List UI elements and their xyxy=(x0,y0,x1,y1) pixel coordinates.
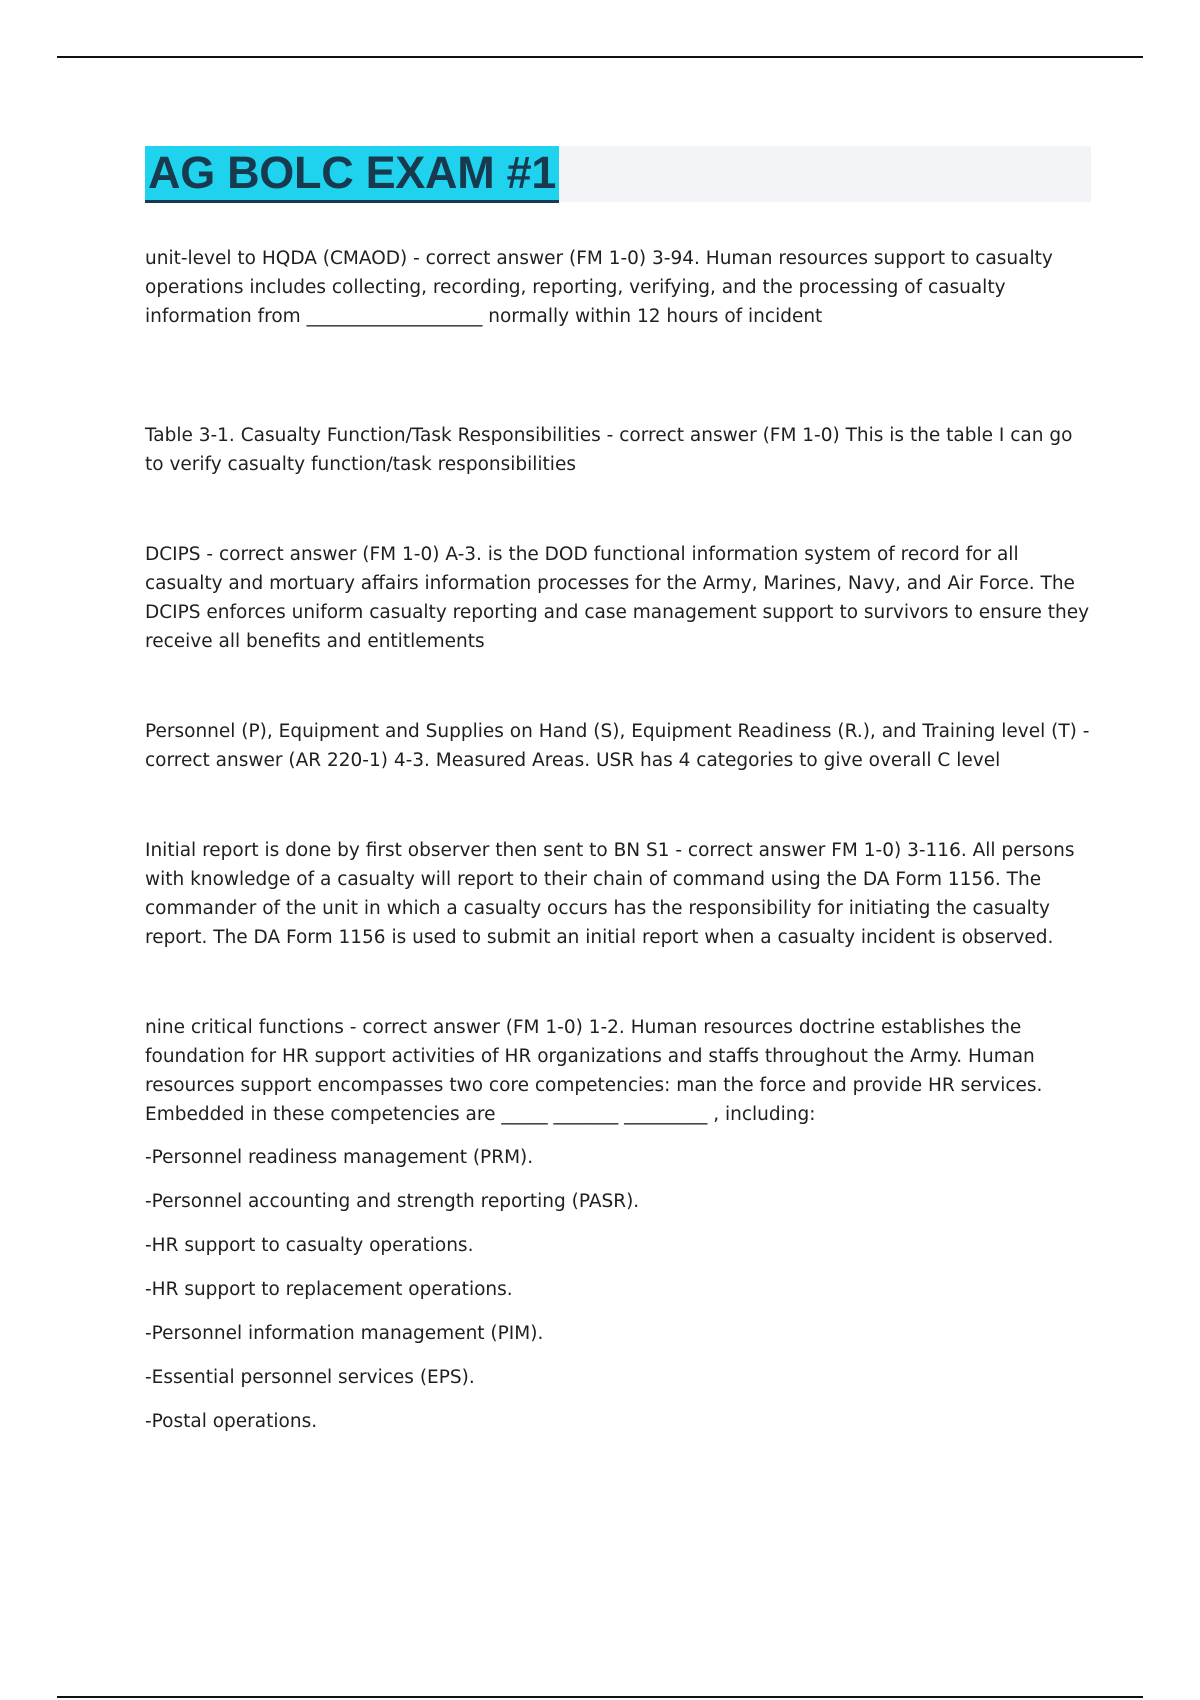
list-item: -HR support to replacement operations. xyxy=(145,1279,513,1300)
list-item: -Personnel readiness management (PRM). xyxy=(145,1147,534,1168)
qa-item: Initial report is done by first observer then sent to BN S1 - correct answer FM 1-0) 3-116. All persons with knowledge of a casualty will report to their chain of command using the DA Form 1156. The commander of the unit in which a casualty occurs has the responsibility for initiating the casualty report. The DA Form 1156 is used to submit an initial report when a casualty incident is observed. xyxy=(145,840,1075,948)
qa-item: Table 3-1. Casualty Function/Task Responsibilities - correct answer (FM 1-0) This is the table I can go to verify casualty function/task responsibilities xyxy=(145,425,1073,475)
list-item: -Personnel accounting and strength reporting (PASR). xyxy=(145,1191,640,1212)
document-body xyxy=(145,244,1095,1451)
document-title: AG BOLC EXAM #1 xyxy=(145,146,559,203)
list-item: -Personnel information management (PIM). xyxy=(145,1323,544,1344)
qa-item: unit-level to HQDA (CMAOD) - correct answer (FM 1-0) 3-94. Human resources support to casualty operations includes collecting, recording, reporting, verifying, and the processing of casualty information from ___________________ normally within 12 hours of incident xyxy=(145,248,1053,327)
qa-item: Personnel (P), Equipment and Supplies on Hand (S), Equipment Readiness (R.), and Training level (T) - correct answer (AR 220-1) 4-3. Measured Areas. USR has 4 categories to give overall C level xyxy=(145,721,1090,771)
qa-item: nine critical functions - correct answer (FM 1-0) 1-2. Human resources doctrine establishes the foundation for HR support activities of HR organizations and staffs throughout the Army. Human resources support encompasses two core competencies: man the force and provide HR services. Embedded in these competencies are _____ _______ _________ , including: xyxy=(145,1017,1043,1125)
top-rule xyxy=(57,56,1143,58)
bottom-rule xyxy=(57,1696,1143,1698)
qa-item: DCIPS - correct answer (FM 1-0) A-3. is the DOD functional information system of record for all casualty and mortuary affairs information processes for the Army, Marines, Navy, and Air Force. The DCIPS enforces uniform casualty reporting and case management support to survivors to ensure they receive all benefits and entitlements xyxy=(145,544,1090,652)
list-item: -Postal operations. xyxy=(145,1411,318,1432)
critical-functions-list xyxy=(145,1143,1095,1436)
list-item: -Essential personnel services (EPS). xyxy=(145,1367,475,1388)
list-item: -HR support to casualty operations. xyxy=(145,1235,474,1256)
